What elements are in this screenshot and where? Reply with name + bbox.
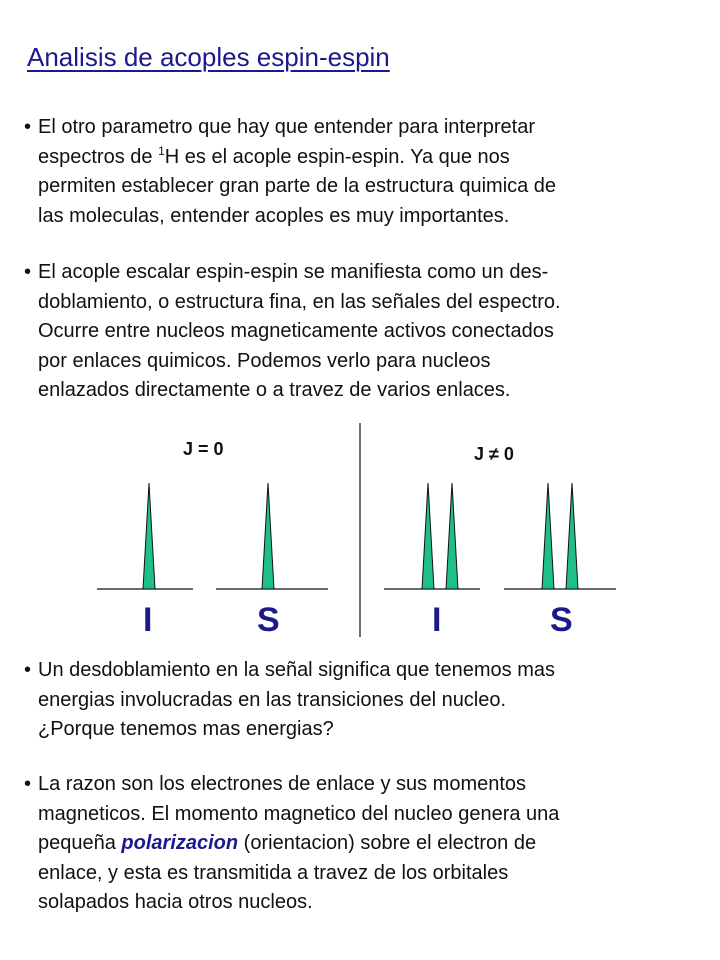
p1-line-3: permiten establecer gran parte de la estructura quimica de [38, 175, 557, 197]
p3-line-3: ¿Porque tenemos mas energias? [38, 718, 334, 740]
peak-i-doublet-2 [446, 483, 458, 589]
peak-i-doublet-1 [422, 483, 434, 589]
p4-line-2: magneticos. El momento magnetico del nucleo genera una [38, 802, 560, 825]
label-i-left: I [143, 601, 153, 639]
isotope-superscript: 1 [158, 143, 165, 158]
bullet: • [24, 659, 32, 681]
peak-s-doublet-2 [566, 483, 578, 589]
p1-line-4: las moleculas, entender acoples es muy importantes. [38, 204, 510, 227]
p2-line-2: doblamiento, o estructura fina, en las señales del espectro. [38, 290, 561, 313]
p4-line-1: La razon son los electrones de enlace y sus momentos [38, 773, 527, 795]
p1-line-2a: espectros de [38, 145, 159, 168]
p2-line-4: por enlaces quimicos. Podemos verlo para nucleos [38, 349, 491, 372]
p4-line-5: solapados hacia otros nucleos. [38, 891, 313, 913]
peak-s-singlet [262, 483, 274, 589]
label-j-nonzero: J ≠ 0 [474, 444, 514, 464]
polarizacion-term: polarizacion [121, 832, 239, 854]
peak-i-singlet [143, 483, 155, 589]
p4-line-3b: (orientacion) sobre el electron de [238, 832, 537, 854]
p4-line-3a: pequeña [38, 832, 122, 854]
p2-line-1: El acople escalar espin-espin se manifiesta como un des- [38, 261, 549, 283]
p3-line-1: Un desdoblamiento en la señal significa que tenemos mas [38, 659, 555, 681]
paragraph-4 [24, 770, 704, 918]
p2-line-5: enlazados directamente o a travez de varios enlaces. [38, 379, 511, 401]
p1-line-2b: H es el acople espin-espin. Ya que nos [164, 145, 510, 168]
p1-line-1: El otro parametro que hay que entender para interpretar [38, 116, 535, 138]
p4-line-4: enlace, y esta es transmitida a travez de los orbitales [38, 861, 509, 884]
p3-line-2: energias involucradas en las transiciones del nucleo. [38, 688, 507, 711]
label-j-zero: J = 0 [183, 439, 224, 459]
p2-line-3: Ocurre entre nucleos magneticamente activos conectados [38, 320, 554, 342]
label-s-left: S [257, 601, 280, 639]
bullet: • [24, 261, 32, 283]
bullet: • [24, 116, 32, 138]
peak-s-doublet-1 [542, 483, 554, 589]
label-i-right: I [432, 601, 442, 639]
label-s-right: S [550, 601, 573, 639]
bullet: • [24, 773, 32, 795]
page-title: Analisis de acoples espin-espin [27, 42, 390, 72]
paragraph-3 [24, 656, 704, 745]
